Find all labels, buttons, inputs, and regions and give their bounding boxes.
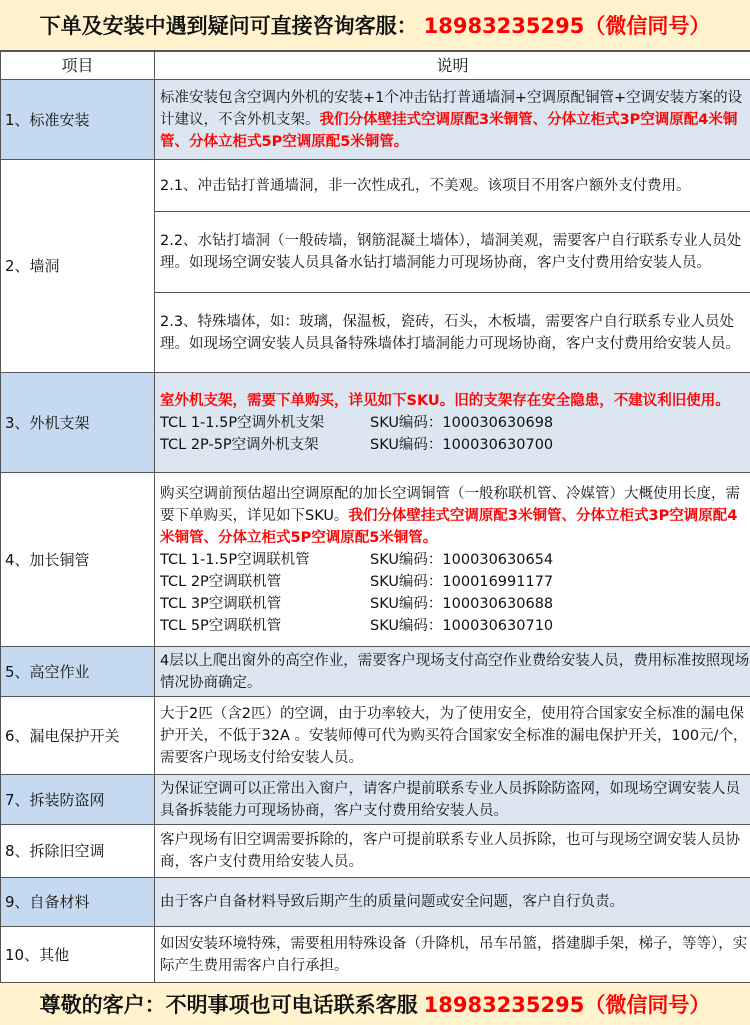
row-description <box>155 373 750 473</box>
row-item-label: 6、漏电保护开关 <box>1 697 155 775</box>
col-header-item: 项目 <box>1 52 155 80</box>
row-description: 2.1、冲击钻打普通墙洞，非一次性成孔，不美观。该项目不用客户额外支付费用。 <box>155 160 750 212</box>
row-item-label: 7、拆装防盗网 <box>1 775 155 825</box>
row-description: 购买空调前预估超出空调原配的加长空调铜管（一般称联机管、冷媒管）大概使用长度，需要下单购买，详见如下SKU。我们分体壁挂式空调原配3米铜管、分体立柜式3P空调原配4米铜管、分体立柜式5P空调原配5米铜管。 TCL 1-1.5P空调联机管 SKU编码：100030630654 TCL 2P空调联机管 SKU编码：100016991177 TCL 3P空调联机管 SKU编码：100030630688 TCL 5P空调联机管 SKU编码：100030630710 <box>155 473 750 647</box>
sku-line: TCL 1-1.5P空调联机管 SKU编码：100030630654 <box>160 551 554 568</box>
row-description: 客户现场有旧空调需要拆除的，客户可提前联系专业人员拆除，也可与现场空调安装人员协商，客户支付费用给安装人员。 <box>155 825 750 878</box>
table-row <box>1 927 750 983</box>
row-item-label: 2、墙洞 <box>1 160 155 373</box>
footer-phone: 18983235295（微信同号） <box>423 993 711 1017</box>
row-item-label: 9、自备材料 <box>1 878 155 927</box>
highlight-text: 我们分体壁挂式空调原配3米铜管、分体立柜式3P空调原配4米铜管、分体立柜式5P空调原配5米铜管。 <box>160 507 738 546</box>
row-item-label: 8、拆除旧空调 <box>1 825 155 878</box>
row-description: 2.2、水钻打墙洞（一般砖墙，钢筋混凝土墙体），墙洞美观，需要客户自行联系专业人员处理。如现场空调安装人员具备水钻打墙洞能力可现场协商，客户支付费用给安装人员。 <box>155 212 750 293</box>
highlight-text: 室外机支架，需要下单购买，详见如下SKU。旧的支架存在安全隐患，不建议利旧使用。 <box>160 392 730 409</box>
service-table <box>0 51 750 983</box>
footer-banner <box>0 983 750 1025</box>
table-row <box>1 878 750 927</box>
sku-line: TCL 2P-5P空调外机支架 SKU编码：100030630700 <box>160 436 554 453</box>
table-row <box>1 160 750 212</box>
row-item-label: 5、高空作业 <box>1 647 155 697</box>
row-description: 2.3、特殊墙体，如：玻璃，保温板，瓷砖，石头，木板墙，需要客户自行联系专业人员处理。如现场空调安装人员具备特殊墙体打墙洞能力可现场协商，客户支付费用给安装人员。 <box>155 293 750 373</box>
table-row <box>1 775 750 825</box>
row-description: 大于2匹（含2匹）的空调，由于功率较大，为了使用安全，使用符合国家安全标准的漏电保护开关，不低于32A 。安装师傅可代为购买符合国家安全标准的漏电保护开关，100元/个，需要客户现场支付给安装人员。 <box>155 697 750 775</box>
sku-line: TCL 5P空调联机管 SKU编码：100030630710 <box>160 617 554 634</box>
row-item-label: 4、加长铜管 <box>1 473 155 647</box>
table-row <box>1 373 750 473</box>
table-header-row <box>1 52 750 80</box>
table-row <box>1 473 750 647</box>
header-banner <box>0 0 750 51</box>
row-item-label: 10、其他 <box>1 927 155 983</box>
row-description: 如因安装环境特殊，需要租用特殊设备（升降机，吊车吊篮，搭建脚手架，梯子，等等），实际产生费用需客户自行承担。 <box>155 927 750 983</box>
sku-line: TCL 1-1.5P空调外机支架 SKU编码：100030630698 <box>160 414 554 431</box>
table-row <box>1 647 750 697</box>
footer-text: 尊敬的客户：不明事项也可电话联系客服 18983235295（微信同号） <box>39 993 711 1017</box>
table-row <box>1 825 750 878</box>
header-phone: 18983235295（微信同号） <box>423 14 711 38</box>
row-description: 为保证空调可以正常出入窗户，请客户提前联系专业人员拆除防盗网，如现场空调安装人员具备拆装能力可现场协商，客户支付费用给安装人员。 <box>155 775 750 825</box>
table-row <box>1 697 750 775</box>
row-item-label: 1、标准安装 <box>1 80 155 160</box>
sku-line: TCL 2P空调联机管 SKU编码：100016991177 <box>160 573 554 590</box>
col-header-desc: 说明 <box>155 52 750 80</box>
header-text: 下单及安装中遇到疑问可直接咨询客服： 18983235295（微信同号） <box>39 14 711 38</box>
highlight-text: 我们分体壁挂式空调原配3米铜管、分体立柜式3P空调原配4米铜管、分体立柜式5P空调原配5米铜管。 <box>160 111 738 150</box>
table-row <box>1 80 750 160</box>
row-item-label: 3、外机支架 <box>1 373 155 473</box>
row-description: 由于客户自备材料导致后期产生的质量问题或安全问题，客户自行负责。 <box>155 878 750 927</box>
row-description: 标准安装包含空调内外机的安装+1个冲击钻打普通墙洞+空调原配铜管+空调安装方案的设计建议，不含外机支架。我们分体壁挂式空调原配3米铜管、分体立柜式3P空调原配4米铜管、分体立柜式5P空调原配5米铜管。 <box>155 80 750 160</box>
sku-line: TCL 3P空调联机管 SKU编码：100030630688 <box>160 595 554 612</box>
row-description: 4层以上爬出窗外的高空作业，需要客户现场支付高空作业费给安装人员，费用标准按照现场情况协商确定。 <box>155 647 750 697</box>
